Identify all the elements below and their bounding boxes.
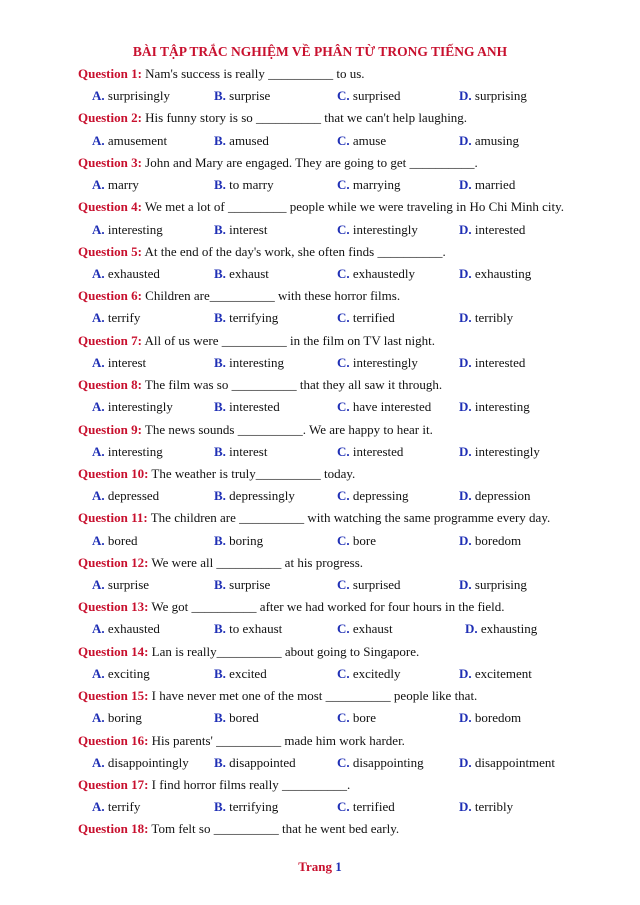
question-item [78,596,618,640]
question-stem [78,596,618,618]
page-label: Trang [298,859,336,874]
question-item [78,685,618,729]
question-text: The news sounds __________. We are happy to hear it. [141,421,433,437]
option-b [214,263,269,285]
option-text: interestingly [474,443,540,459]
option-letter: B. [214,221,226,237]
option-text: interesting [229,354,285,370]
question-text: We met a lot of _________ people while we were traveling in Ho Chi Minh city. [141,199,565,215]
option-text: disappointment [474,754,556,770]
option-letter: A. [92,177,105,193]
option-text: exhausted [107,621,160,637]
option-text: interestingly [107,399,173,415]
option-a [92,307,140,329]
option-text: excitedly [352,665,401,681]
question-label: Question 9: [78,421,142,437]
question-item [78,552,618,596]
option-letter: A. [92,532,105,548]
question-label: Question 17: [78,777,149,792]
question-label: Question 5: [78,243,142,259]
option-letter: B. [214,443,226,459]
option-letter: C. [337,488,350,504]
question-stem [78,419,618,441]
question-stem [78,552,618,574]
question-item [78,419,618,463]
option-letter: C. [337,443,350,459]
question-stem [78,730,618,752]
question-stem [78,63,618,85]
option-text: exhaust [352,621,393,637]
option-d [459,663,532,685]
page-title: BÀI TẬP TRẮC NGHIỆM VỀ PHÂN TỪ TRONG TIẾNG ANH [132,44,508,59]
option-c [337,352,418,374]
option-letter: D. [459,443,472,459]
option-b [214,796,278,818]
option-d [459,752,555,774]
question-label: Question 15: [78,688,149,704]
option-b [214,174,274,196]
option-text: terrified [352,799,395,815]
option-letter: A. [92,754,105,770]
option-letter: A. [92,577,105,592]
option-text: amusement [107,132,168,148]
question-stem [78,774,618,796]
question-label: Question 7: [78,332,142,348]
option-text: boring [229,532,264,548]
option-text: surprised [352,577,401,592]
question-label: Question 2: [78,110,142,126]
question-text: Nam's success is really __________ to us. [141,66,365,81]
answer-options [78,707,618,729]
option-letter: A. [92,310,105,326]
option-letter: A. [92,710,105,726]
option-text: depression [474,488,531,504]
option-letter: A. [92,665,105,681]
option-text: terrify [107,310,141,326]
question-text: We got __________ after we had worked for four hours in the field. [148,599,505,615]
question-stem [78,107,618,129]
question-text: At the end of the day's work, she often finds __________. [141,243,446,259]
option-letter: B. [214,710,226,726]
option-d [459,352,525,374]
option-letter: B. [214,310,226,326]
option-text: disappointed [229,754,296,770]
answer-options [78,85,618,107]
answer-options [78,752,618,774]
option-letter: A. [92,488,105,504]
option-text: exhausting [474,265,532,281]
option-letter: B. [214,88,226,104]
option-text: interesting [474,399,530,415]
option-c [337,618,393,640]
option-letter: D. [465,621,478,637]
option-a [92,707,142,729]
option-letter: C. [337,177,350,193]
option-letter: D. [459,88,472,104]
question-text: The children are __________ with watching the same programme every day. [147,510,551,526]
option-letter: D. [459,488,472,504]
option-c [337,663,401,685]
option-text: marry [107,177,139,193]
option-letter: C. [337,577,350,592]
option-letter: A. [92,88,105,104]
option-letter: A. [92,443,105,459]
question-label: Question 18: [78,821,149,837]
option-d [459,530,521,552]
question-stem [78,818,618,840]
question-item [78,63,618,107]
option-d [459,574,527,596]
option-text: depressed [107,488,160,504]
page-number: 1 [335,859,342,874]
option-b [214,752,296,774]
question-item [78,507,618,551]
answer-options [78,307,618,329]
option-d [459,130,519,152]
option-text: to marry [229,177,274,193]
option-b [214,85,270,107]
option-letter: D. [459,532,472,548]
option-b [214,219,267,241]
question-label: Question 4: [78,199,142,215]
option-a [92,485,159,507]
answer-options [78,352,618,374]
question-text: The film was so __________ that they all saw it through. [141,377,443,393]
option-b [214,396,280,418]
question-text: Children are__________ with these horror films. [141,288,401,304]
option-text: excited [229,665,267,681]
option-text: terrified [352,310,395,326]
question-text: We were all __________ at his progress. [148,554,364,570]
option-text: exhausting [480,621,538,637]
option-a [92,441,163,463]
option-d [459,707,521,729]
option-letter: C. [337,354,350,370]
option-a [92,796,140,818]
option-a [92,396,173,418]
option-d [459,796,513,818]
option-text: exhaustedly [352,265,415,281]
option-c [337,263,415,285]
option-text: surprise [229,577,271,592]
question-label: Question 11: [78,510,148,526]
question-label: Question 1: [78,66,142,81]
option-text: terribly [474,310,514,326]
option-a [92,174,139,196]
option-letter: D. [459,665,472,681]
question-text: All of us were __________ in the film on TV last night. [141,332,436,348]
option-text: interesting [107,221,163,237]
option-text: bored [229,710,259,726]
option-text: amusing [474,132,519,148]
option-letter: A. [92,399,105,415]
option-d [459,396,530,418]
option-b [214,130,269,152]
option-letter: A. [92,132,105,148]
option-letter: B. [214,621,226,637]
option-text: interest [229,443,268,459]
answer-options [78,219,618,241]
option-text: terribly [474,799,514,815]
question-item [78,107,618,151]
option-letter: A. [92,265,105,281]
option-c [337,85,401,107]
option-a [92,219,163,241]
option-letter: B. [214,488,226,504]
option-text: depressingly [229,488,295,504]
option-text: interesting [107,443,163,459]
option-text: surprising [474,577,527,592]
option-a [92,352,146,374]
option-c [337,130,386,152]
question-stem [78,196,618,218]
option-text: exhausted [107,265,160,281]
option-text: have interested [352,399,432,415]
option-letter: C. [337,221,350,237]
option-c [337,485,409,507]
question-stem [78,241,618,263]
option-a [92,530,138,552]
question-stem [78,685,618,707]
option-text: surprisingly [107,88,171,104]
option-d [459,441,540,463]
option-b [214,618,282,640]
option-text: marrying [352,177,401,193]
option-text: bored [107,532,138,548]
option-letter: C. [337,132,350,148]
option-text: exciting [107,665,150,681]
option-c [337,396,431,418]
option-letter: B. [214,132,226,148]
option-letter: A. [92,799,105,815]
option-a [92,130,167,152]
question-list [78,63,618,863]
question-text: John and Mary are engaged. They are going to get __________. [141,154,478,170]
option-text: boring [107,710,142,726]
option-text: surprise [107,577,150,592]
answer-options [78,796,618,818]
answer-options [78,174,618,196]
option-letter: B. [214,265,226,281]
option-text: bore [352,532,376,548]
option-letter: C. [337,532,350,548]
option-text: surprising [474,88,527,104]
option-text: interested [474,221,526,237]
option-a [92,85,170,107]
option-letter: B. [214,577,226,592]
option-c [337,174,401,196]
answer-options [78,663,618,685]
option-text: boredom [474,532,522,548]
question-item [78,330,618,374]
option-letter: C. [337,754,350,770]
option-letter: C. [337,88,350,104]
option-c [337,707,376,729]
option-d [459,219,525,241]
question-label: Question 14: [78,643,149,659]
question-text: Lan is really__________ about going to Singapore. [148,643,420,659]
option-b [214,441,267,463]
question-stem [78,285,618,307]
answer-options [78,396,618,418]
option-letter: B. [214,754,226,770]
option-text: exhaust [229,265,269,281]
option-text: married [474,177,516,193]
option-a [92,663,150,685]
option-c [337,530,376,552]
question-label: Question 8: [78,377,142,393]
option-b [214,307,278,329]
question-stem [78,507,618,529]
question-text: Tom felt so __________ that he went bed early. [148,821,400,837]
option-text: amuse [352,132,387,148]
answer-options [78,130,618,152]
option-text: excitement [474,665,532,681]
option-c [337,796,395,818]
option-c [337,307,395,329]
question-stem [78,641,618,663]
option-letter: C. [337,265,350,281]
option-letter: D. [459,221,472,237]
option-letter: A. [92,354,105,370]
option-b [214,663,267,685]
option-letter: D. [459,577,472,592]
option-letter: B. [214,354,226,370]
option-a [92,618,160,640]
option-letter: C. [337,621,350,637]
question-text: His funny story is so __________ that we can't help laughing. [141,110,468,126]
page-footer [0,859,640,875]
option-a [92,263,160,285]
option-letter: C. [337,399,350,415]
option-letter: B. [214,799,226,815]
option-text: disappointingly [107,754,189,770]
question-item [78,641,618,685]
question-label: Question 6: [78,288,142,304]
option-letter: C. [337,665,350,681]
answer-options [78,263,618,285]
option-letter: D. [459,754,472,770]
question-text: His parents' __________ made him work harder. [148,732,405,748]
answer-options [78,441,618,463]
option-text: terrifying [229,310,279,326]
question-stem [78,463,618,485]
option-letter: D. [459,354,472,370]
option-letter: B. [214,532,226,548]
option-letter: D. [459,399,472,415]
option-a [92,752,189,774]
question-item [78,374,618,418]
option-c [337,219,418,241]
option-text: surprise [229,88,271,104]
option-text: terrify [107,799,141,815]
option-text: to exhaust [229,621,283,637]
question-text: I have never met one of the most __________ people like that. [148,688,478,704]
option-c [337,441,403,463]
question-text: The weather is truly__________ today. [148,465,356,481]
option-text: interested [474,354,526,370]
option-b [214,707,259,729]
question-stem [78,152,618,174]
question-label: Question 13: [78,599,149,615]
option-text: amused [229,132,269,148]
option-letter: A. [92,621,105,637]
question-stem [78,374,618,396]
option-text: boredom [474,710,522,726]
question-label: Question 16: [78,732,149,748]
question-label: Question 10: [78,465,149,481]
question-item [78,818,618,862]
question-label: Question 3: [78,154,142,170]
option-b [214,530,263,552]
option-letter: A. [92,221,105,237]
option-letter: D. [459,799,472,815]
question-stem [78,330,618,352]
question-item [78,774,618,818]
question-item [78,463,618,507]
option-text: interestingly [352,354,418,370]
option-text: bore [352,710,376,726]
answer-options [78,530,618,552]
question-item [78,241,618,285]
option-d [465,618,537,640]
option-text: interested [352,443,404,459]
option-text: depressing [352,488,409,504]
option-text: terrifying [229,799,279,815]
option-d [459,485,531,507]
answer-options [78,485,618,507]
option-letter: D. [459,265,472,281]
option-text: disappointing [352,754,424,770]
answer-options [78,574,618,596]
option-letter: D. [459,710,472,726]
option-text: surprised [352,88,401,104]
option-letter: C. [337,710,350,726]
option-c [337,574,401,596]
option-b [214,352,284,374]
question-label: Question 12: [78,554,149,570]
question-item [78,730,618,774]
question-item [78,285,618,329]
option-letter: B. [214,399,226,415]
option-d [459,174,515,196]
option-letter: C. [337,799,350,815]
question-item [78,196,618,240]
option-b [214,485,295,507]
option-d [459,307,513,329]
option-letter: D. [459,310,472,326]
option-text: interest [229,221,268,237]
answer-options [78,618,618,640]
option-c [337,752,424,774]
option-d [459,85,527,107]
option-a [92,574,149,596]
option-b [214,574,270,596]
option-d [459,263,531,285]
option-letter: D. [459,132,472,148]
option-text: interest [107,354,147,370]
option-text: interestingly [352,221,418,237]
option-letter: B. [214,177,226,193]
question-text: I find horror films really __________. [148,777,351,792]
option-letter: B. [214,665,226,681]
option-letter: C. [337,310,350,326]
option-letter: D. [459,177,472,193]
question-item [78,152,618,196]
option-text: interested [229,399,280,415]
